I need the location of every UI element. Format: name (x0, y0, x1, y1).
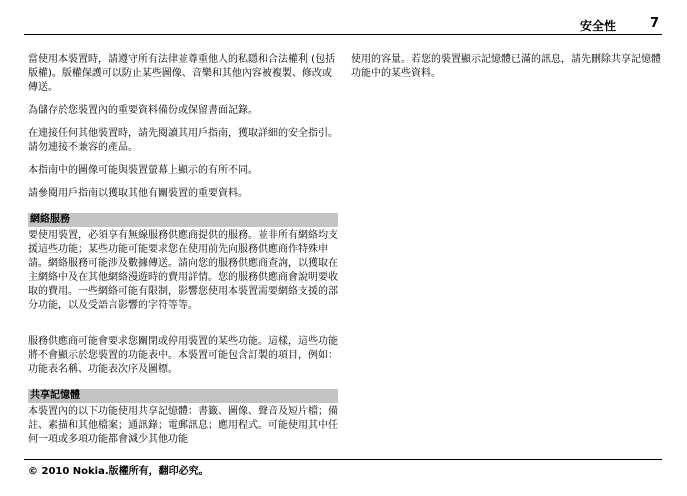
paragraph-shared-memory: 本裝置內的以下功能使用共享記憶體：書籤、圖像、聲音及短片檔；備註、素描和其他檔案；通訊錄；電郵訊息；應用程式。可能使用其中任何一項或多項功能都會減少其他功能 (28, 406, 338, 445)
paragraph-provider-features: 服務供應商可能會要求您關閉或停用裝置的某些功能。這樣，這些功能將不會顯示於您裝置的功能表中。本裝置可能包含訂製的項目，例如：功能表名稱、功能表次序及圖標。 (28, 336, 338, 375)
paragraph-copyright-notice: 當使用本裝置時，請遵守所有法律並尊重他人的私隱和合法權利 (包括版權)。版權保護可以防止某些圖像、音樂和其他內容被複製、修改或傳送。 (28, 54, 336, 93)
paragraph-connect-devices: 在連接任何其他裝置時，請先閱讀其用戶指南，獲取詳細的安全指引。請勿連接不兼容的產品。 (28, 128, 338, 153)
paragraph-memory-continued: 使用的容量。若您的裝置顯示記憶體已滿的訊息，請先刪除共享記憶體功能中的某些資料。 (351, 54, 661, 79)
network-services-heading: 網絡服務 (28, 213, 338, 227)
right-column (351, 53, 661, 81)
footer-divider (24, 459, 662, 460)
section-title: 安全性 (580, 19, 617, 33)
shared-memory-heading: 共享記憶體 (28, 389, 338, 403)
paragraph-network-services: 要使用裝置，必須享有無線服務供應商提供的服務。並非所有網絡均支援這些功能；某些功能可能要求您在使用前先向服務供應商作特殊申請。網絡服務可能涉及數據傳送。請向您的服務供應商查詢，以獲取在主網絡中及在其他網絡漫遊時的費用詳情。您的服務供應商會說明要收取的費用。一些網絡可能有限制，影響您使用本裝置需要網絡支援的部分功能，以及受語言影響的字符等等。 (28, 230, 338, 311)
paragraph-user-guide: 請參閱用戶指南以獲取其他有關裝置的重要資料。 (28, 188, 248, 199)
paragraph-images-differ: 本指南中的圖像可能與裝置螢幕上顯示的有所不同。 (28, 165, 258, 176)
page-number: 7 (650, 16, 660, 31)
footer-copyright: © 2010 Nokia.版權所有，翻印必究。 (28, 466, 209, 477)
left-column (28, 53, 338, 447)
header-divider (24, 34, 662, 35)
paragraph-backup: 為儲存於您裝置內的重要資料備份或保留書面記錄。 (28, 105, 258, 116)
